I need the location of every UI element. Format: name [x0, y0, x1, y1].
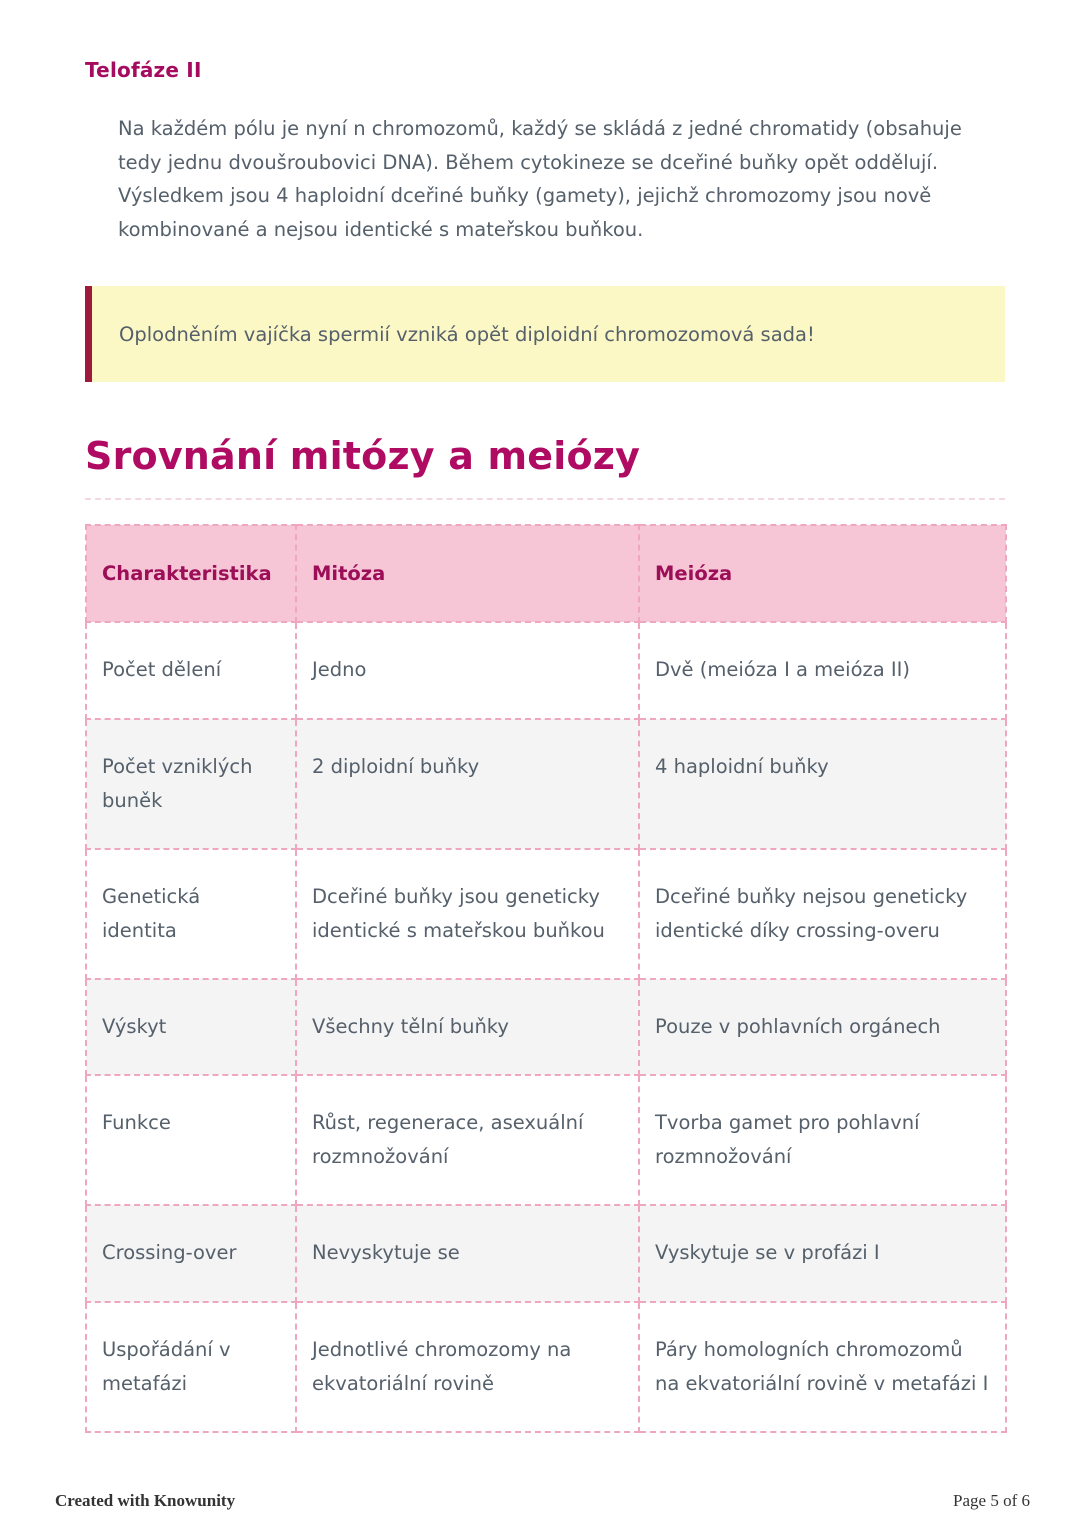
footer-branding: Created with Knowunity	[55, 1491, 236, 1510]
footer-page-number: Page 5 of 6	[953, 1491, 1030, 1510]
table-cell: Pouze v pohlavních orgánech	[639, 979, 1006, 1075]
table-cell: 2 diploidní buňky	[296, 719, 639, 849]
section-heading: Telofáze II	[85, 58, 202, 82]
table-header-cell: Charakteristika	[86, 525, 296, 622]
table-header-cell: Meióza	[639, 525, 1006, 622]
table-row	[86, 1075, 1006, 1205]
table-header-row	[86, 525, 1006, 622]
row-label-cell: Počet dělení	[86, 622, 296, 718]
body-paragraph: Na každém pólu je nyní n chromozomů, každý se skládá z jedné chromatidy (obsahuje tedy jednu dvoušroubovici DNA). Během cytokineze se dceřiné buňky opět oddělují. Výsledkem jsou 4 haploidní dceřiné buňky (gamety), jejichž chromozomy jsou nově kombinované a nejsou identické s mateřskou buňkou.	[118, 117, 962, 241]
table-header-cell: Mitóza	[296, 525, 639, 622]
table-cell: Růst, regenerace, asexuální rozmnožování	[296, 1075, 639, 1205]
table-row	[86, 979, 1006, 1075]
table-cell: Páry homologních chromozomů na ekvatoriální rovině v metafázi I	[639, 1302, 1006, 1432]
table-cell: Dvě (meióza I a meióza II)	[639, 622, 1006, 718]
row-label-cell: Počet vzniklých buněk	[86, 719, 296, 849]
table-cell: Dceřiné buňky nejsou geneticky identické díky crossing-overu	[639, 849, 1006, 979]
table-row	[86, 622, 1006, 718]
table-cell: Tvorba gamet pro pohlavní rozmnožování	[639, 1075, 1006, 1205]
page-footer	[0, 1491, 1080, 1511]
row-label-cell: Uspořádání v metafázi	[86, 1302, 296, 1432]
table-cell: Vyskytuje se v profázi I	[639, 1205, 1006, 1301]
table-cell: 4 haploidní buňky	[639, 719, 1006, 849]
table-cell: Jedno	[296, 622, 639, 718]
callout-text: Oplodněním vajíčka spermií vzniká opět diploidní chromozomová sada!	[119, 322, 815, 346]
table-body	[86, 622, 1006, 1431]
table-cell: Všechny tělní buňky	[296, 979, 639, 1075]
page-title: Srovnání mitózy a meiózy	[85, 434, 641, 479]
table-cell: Jednotlivé chromozomy na ekvatoriální rovině	[296, 1302, 639, 1432]
table-cell: Nevyskytuje se	[296, 1205, 639, 1301]
table-row	[86, 1205, 1006, 1301]
table-row	[86, 849, 1006, 979]
callout-box	[85, 286, 1005, 382]
row-label-cell: Genetická identita	[86, 849, 296, 979]
heading-divider	[85, 498, 1005, 500]
comparison-table	[85, 524, 1007, 1433]
row-label-cell: Crossing-over	[86, 1205, 296, 1301]
table-row	[86, 719, 1006, 849]
table-cell: Dceřiné buňky jsou geneticky identické s mateřskou buňkou	[296, 849, 639, 979]
row-label-cell: Výskyt	[86, 979, 296, 1075]
row-label-cell: Funkce	[86, 1075, 296, 1205]
table-row	[86, 1302, 1006, 1432]
